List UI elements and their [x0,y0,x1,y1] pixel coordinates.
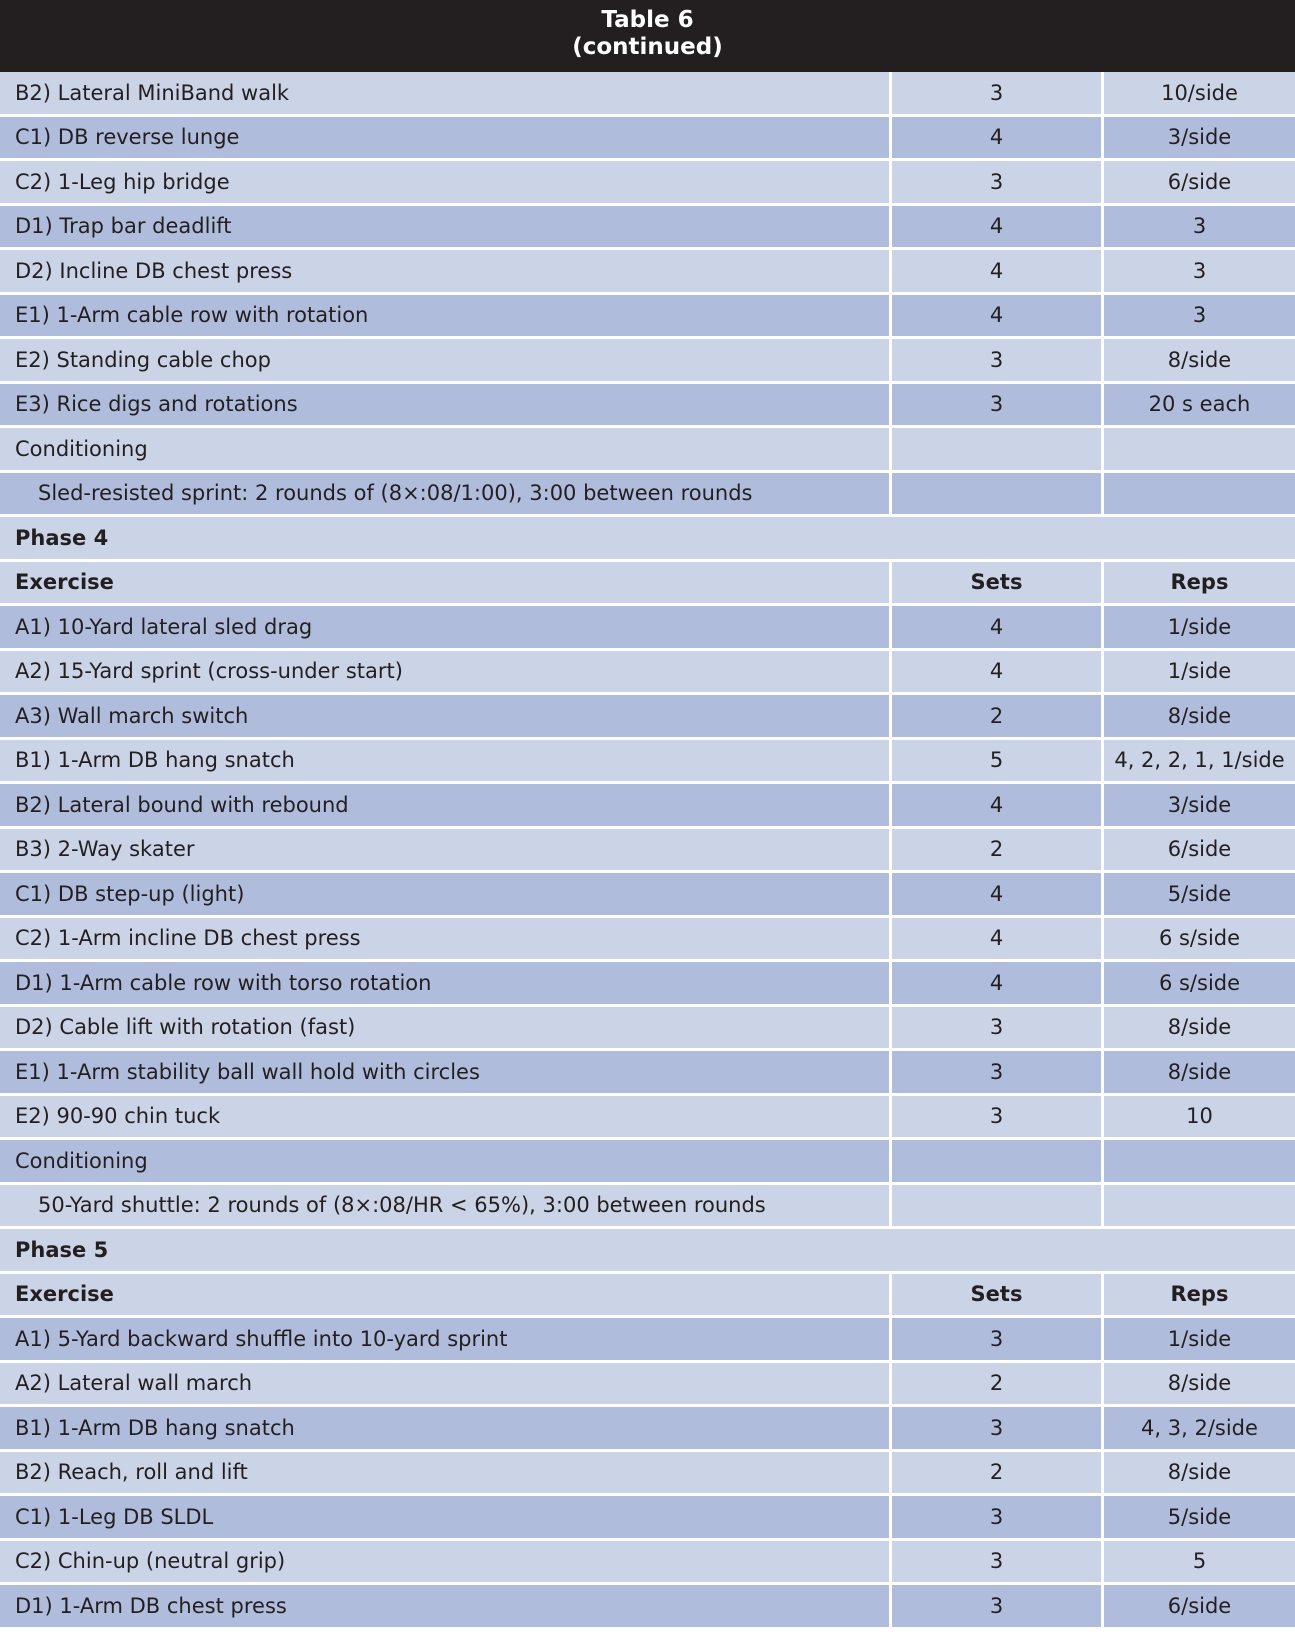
exercise-cell: B1) 1-Arm DB hang snatch [0,1407,892,1449]
table-row [0,829,1295,874]
sets-cell [892,473,1104,515]
sets-cell [892,1185,1104,1227]
table-row [0,1185,1295,1230]
table-row [0,1541,1295,1586]
reps-cell: 6 s/side [1158,970,1241,995]
table-row [0,117,1295,162]
sets-cell: 4 [892,250,1104,292]
reps-cell: 4, 3, 2/side [1141,1415,1258,1440]
exercise-cell: E1) 1-Arm stability ball wall hold with circles [0,1051,892,1093]
table-row [0,784,1295,829]
sets-cell: 3 [892,1585,1104,1627]
reps-cell: 3 [1192,214,1207,239]
table-row [0,651,1295,696]
exercise-cell: Conditioning [0,1140,892,1182]
sets-cell: 3 [892,339,1104,381]
exercise-cell: C2) Chin-up (neutral grip) [0,1541,892,1583]
exercise-cell: E2) Standing cable chop [0,339,892,381]
reps-cell: 3/side [1167,792,1232,817]
exercise-cell: C1) DB reverse lunge [0,117,892,159]
reps-cell: 8/side [1167,347,1232,372]
sets-cell: 2 [892,695,1104,737]
reps-cell: 8/side [1167,1015,1232,1040]
reps-cell: 10 [1186,1104,1213,1129]
reps-cell: 6/side [1167,1593,1232,1618]
exercise-cell: Sled-resisted sprint: 2 rounds of (8×:08/1:00), 3:00 between rounds [0,473,892,515]
table-row [0,250,1295,295]
table-title-bar [0,0,1295,72]
sets-cell: 4 [892,918,1104,960]
exercise-cell: E2) 90-90 chin tuck [0,1096,892,1138]
table-row [0,1051,1295,1096]
sets-cell: 4 [892,606,1104,648]
reps-cell: 3 [1192,258,1207,283]
sets-cell: 4 [892,784,1104,826]
sets-cell [892,428,1104,470]
header-reps: Reps [1170,570,1229,595]
table-row [0,295,1295,340]
table-row [0,1496,1295,1541]
reps-cell: 8/side [1167,1460,1232,1485]
exercise-cell: B2) Lateral bound with rebound [0,784,892,826]
reps-cell: 3/side [1167,125,1232,150]
table-row [0,1452,1295,1497]
sets-cell: 4 [892,295,1104,337]
reps-cell [1104,1185,1295,1227]
table-row [0,339,1295,384]
exercise-cell: B3) 2-Way skater [0,829,892,871]
reps-cell [1104,473,1295,515]
sets-cell: 3 [892,384,1104,426]
header-sets: Sets [892,562,1104,604]
exercise-cell: Conditioning [0,428,892,470]
sets-cell: 3 [892,1541,1104,1583]
reps-cell: 5/side [1167,881,1232,906]
table-row [0,1318,1295,1363]
sets-cell: 3 [892,1407,1104,1449]
phase-title: Phase 4 [15,525,109,550]
reps-cell: 8/side [1167,1371,1232,1396]
sets-cell: 2 [892,829,1104,871]
table-title: Table 6 [601,7,694,33]
sets-cell: 4 [892,873,1104,915]
exercise-cell: C1) 1-Leg DB SLDL [0,1496,892,1538]
reps-cell: 10/side [1161,80,1238,105]
table-row [0,1140,1295,1185]
sets-cell: 4 [892,117,1104,159]
column-header-row [0,562,1295,607]
sets-cell: 3 [892,1496,1104,1538]
exercise-cell: 50-Yard shuttle: 2 rounds of (8×:08/HR < 65%), 3:00 between rounds [0,1185,892,1227]
sets-cell: 4 [892,206,1104,248]
reps-cell: 6/side [1167,169,1232,194]
reps-cell: 20 s each [1148,392,1251,417]
table-body [0,72,1295,1630]
reps-cell: 4, 2, 2, 1, 1/side [1114,748,1285,773]
reps-cell: 3 [1192,303,1207,328]
exercise-cell: C2) 1-Leg hip bridge [0,161,892,203]
table-row [0,72,1295,117]
table-row [0,1007,1295,1052]
table-row [0,740,1295,785]
reps-cell: 5/side [1167,1504,1232,1529]
header-exercise: Exercise [0,1274,892,1316]
exercise-cell: D2) Incline DB chest press [0,250,892,292]
table-row [0,918,1295,963]
header-sets: Sets [892,1274,1104,1316]
exercise-cell: B2) Reach, roll and lift [0,1452,892,1494]
reps-cell: 6 s/side [1158,926,1241,951]
exercise-cell: E1) 1-Arm cable row with rotation [0,295,892,337]
table-row [0,1096,1295,1141]
table-row [0,384,1295,429]
sets-cell: 3 [892,1318,1104,1360]
exercise-cell: D2) Cable lift with rotation (fast) [0,1007,892,1049]
exercise-cell: C1) DB step-up (light) [0,873,892,915]
exercise-cell: E3) Rice digs and rotations [0,384,892,426]
sets-cell: 3 [892,1051,1104,1093]
sets-cell: 4 [892,651,1104,693]
exercise-cell: A1) 5-Yard backward shuffle into 10-yard sprint [0,1318,892,1360]
reps-cell [1104,1140,1295,1182]
table-row [0,161,1295,206]
sets-cell: 2 [892,1363,1104,1405]
column-header-row [0,1274,1295,1319]
table-row [0,1407,1295,1452]
exercise-cell: D1) 1-Arm DB chest press [0,1585,892,1627]
reps-cell: 8/side [1167,703,1232,728]
reps-cell: 5 [1192,1549,1207,1574]
header-exercise: Exercise [0,562,892,604]
sets-cell [892,1140,1104,1182]
reps-cell: 8/side [1167,1059,1232,1084]
sets-cell: 3 [892,1007,1104,1049]
sets-cell: 4 [892,962,1104,1004]
table-row [0,606,1295,651]
reps-cell [1104,428,1295,470]
exercise-cell: B1) 1-Arm DB hang snatch [0,740,892,782]
reps-cell: 1/side [1167,1326,1232,1351]
exercise-cell: A3) Wall march switch [0,695,892,737]
exercise-cell: A2) Lateral wall march [0,1363,892,1405]
table-subtitle: (continued) [572,34,723,60]
exercise-cell: A1) 10-Yard lateral sled drag [0,606,892,648]
table-row [0,1585,1295,1630]
phase-heading-row [0,517,1295,562]
table-row [0,206,1295,251]
table-row [0,473,1295,518]
exercise-cell: D1) Trap bar deadlift [0,206,892,248]
sets-cell: 2 [892,1452,1104,1494]
reps-cell: 6/side [1167,837,1232,862]
reps-cell: 1/side [1167,659,1232,684]
header-reps: Reps [1170,1282,1229,1307]
sets-cell: 3 [892,72,1104,114]
phase-heading-row [0,1229,1295,1274]
sets-cell: 3 [892,161,1104,203]
phase-title: Phase 5 [15,1237,109,1262]
sets-cell: 5 [892,740,1104,782]
table-row [0,1363,1295,1408]
table-row [0,695,1295,740]
exercise-cell: C2) 1-Arm incline DB chest press [0,918,892,960]
exercise-cell: B2) Lateral MiniBand walk [0,72,892,114]
exercise-cell: A2) 15-Yard sprint (cross-under start) [0,651,892,693]
table-row [0,962,1295,1007]
table-row [0,428,1295,473]
table-row [0,873,1295,918]
exercise-cell: D1) 1-Arm cable row with torso rotation [0,962,892,1004]
sets-cell: 3 [892,1096,1104,1138]
reps-cell: 1/side [1167,614,1232,639]
